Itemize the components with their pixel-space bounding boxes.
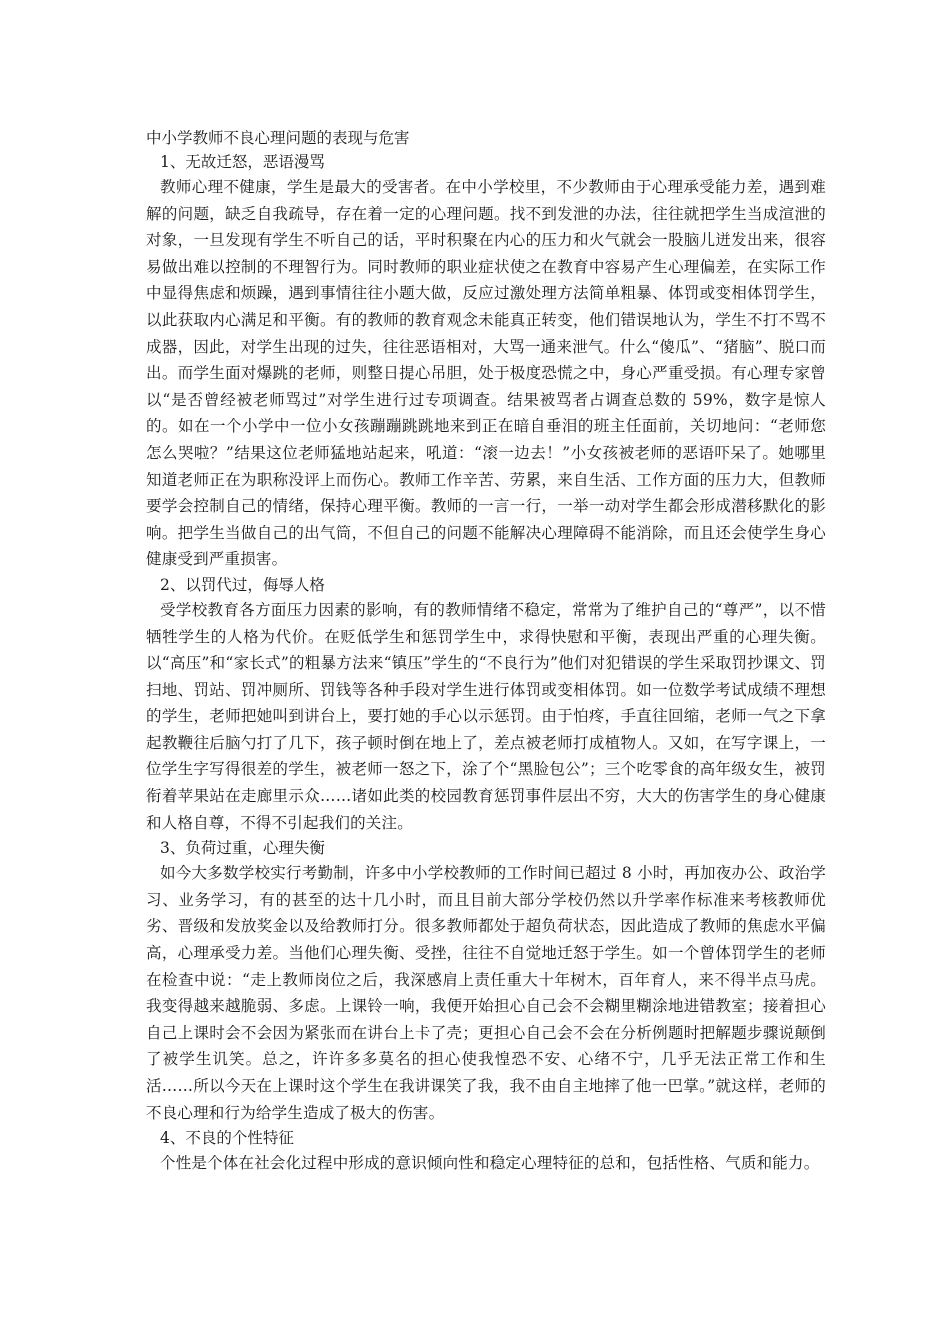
section-paragraph-4: 个性是个体在社会化过程中形成的意识倾向性和稳定心理特征的总和，包括性格、气质和能力。 <box>160 1154 820 1173</box>
document-title: 中小学教师不良心理问题的表现与危害 <box>146 129 410 147</box>
section-heading-4: 4、不良的个性特征 <box>160 1129 294 1148</box>
section-paragraph-1: 教师心理不健康，学生是最大的受害者。在中小学校里，不少教师由于心理承受能力差，遇到难解的问题，缺乏自我疏导，存在着一定的心理问题。找不到发泄的办法，往往就把学生当成渲泄的对象，一旦发现有学生不听自己的话，平时积聚在内心的压力和火气就会一股脑儿迸发出来，很容易做出难以控制的不理智行为。同时教师的职业症状使之在教育中容易产生心理偏差，在实际工作中显得焦虑和烦躁，遇到事情往往小题大做，反应过激处理方法简单粗暴、体罚或变相体罚学生，以此获取内心满足和平衡。有的教师的教育观念未能真正转变，他们错误地认为，学生不打不骂不成器，因此，对学生出现的过失，往往恶语相对，大骂一通来泄气。什么“傻瓜”、“猪脑”、脱口而出。而学生面对爆跳的老师，则整日提心吊胆，处于极度恐慌之中，身心严重受损。有心理专家曾以“是否曾经被老师骂过”对学生进行过专项调查。结果被骂者占调查总数的 59%，数字是惊人的。如在一个小学中一位小女孩蹦蹦跳跳地来到正在暗自垂泪的班主任面前，关切地问：“老师您怎么哭啦？”结果这位老师猛地站起来，吼道：“滚一边去！”小女孩被老师的恶语吓呆了。她哪里知道老师正在为职称没评上而伤心。教师工作辛苦、劳累，来自生活、工作方面的压力大，但教师要学会控制自己的情绪，保持心理平衡。教师的一言一行，一举一动对学生都会形成潜移默化的影响。把学生当做自己的出气筒，不但自己的问题不能解决心理障碍不能消除，而且还会使学生身心健康受到严重损害。 <box>146 178 826 569</box>
section-paragraph-2: 受学校教育各方面压力因素的影响，有的教师情绪不稳定，常常为了维护自己的“尊严”，以不惜牺牲学生的人格为代价。在贬低学生和惩罚学生中，求得快慰和平衡，表现出严重的心理失衡。以“高压”和“家长式”的粗暴方法来“镇压”学生的“不良行为”他们对犯错误的学生采取罚抄课文、罚扫地、罚站、罚冲厕所、罚钱等各种手段对学生进行体罚或变相体罚。如一位数学考试成绩不理想的学生，老师把她叫到讲台上，要打她的手心以示惩罚。由于怕疼，手直往回缩，老师一气之下拿起教鞭往后脑勺打了几下，孩子顿时倒在地上了，差点被老师打成植物人。又如，在写字课上，一位学生字写得很差的学生，被老师一怒之下，涂了个“黑脸包公”；三个吃零食的高年级女生，被罚衔着苹果站在走廊里示众……诸如此类的校园教育惩罚事件层出不穷，大大的伤害学生的身心健康和人格自尊，不得不引起我们的关注。 <box>146 600 826 832</box>
document-page <box>146 126 826 1177</box>
section-paragraph-3: 如今大多数学校实行考勤制，许多中小学校教师的工作时间已超过 8 小时，再加夜办公、政治学习、业务学习，有的甚至的达十几小时，而且目前大部分学校仍然以升学率作标准来考核教师优劣、晋级和发放奖金以及给教师打分。很多教师都处于超负荷状态，因此造成了教师的焦虑水平偏高，心理承受力差。当他们心理失衡、受挫，往往不自觉地迁怒于学生。如一个曾体罚学生的老师在检查中说：“走上教师岗位之后，我深感肩上责任重大十年树木，百年育人，来不得半点马虎。我变得越来越脆弱、多虑。上课铃一响，我便开始担心自己会不会糊里糊涂地进错教室；接着担心自己上课时会不会因为紧张而在讲台上卡了壳；更担心自己会不会在分析例题时把解题步骤说颠倒了被学生讥笑。总之，许许多多莫名的担心使我惶恐不安、心绪不宁，几乎无法正常工作和生活……所以今天在上课时这个学生在我讲课笑了我，我不由自主地摔了他一巴掌。”就这样，老师的不良心理和行为给学生造成了极大的伤害。 <box>146 864 826 1122</box>
section-heading-1: 1、无故迁怒，恶语漫骂 <box>160 153 325 171</box>
section-heading-3: 3、负荷过重，心理失衡 <box>160 839 325 858</box>
section-heading-2: 2、以罚代过，侮辱人格 <box>160 575 325 594</box>
